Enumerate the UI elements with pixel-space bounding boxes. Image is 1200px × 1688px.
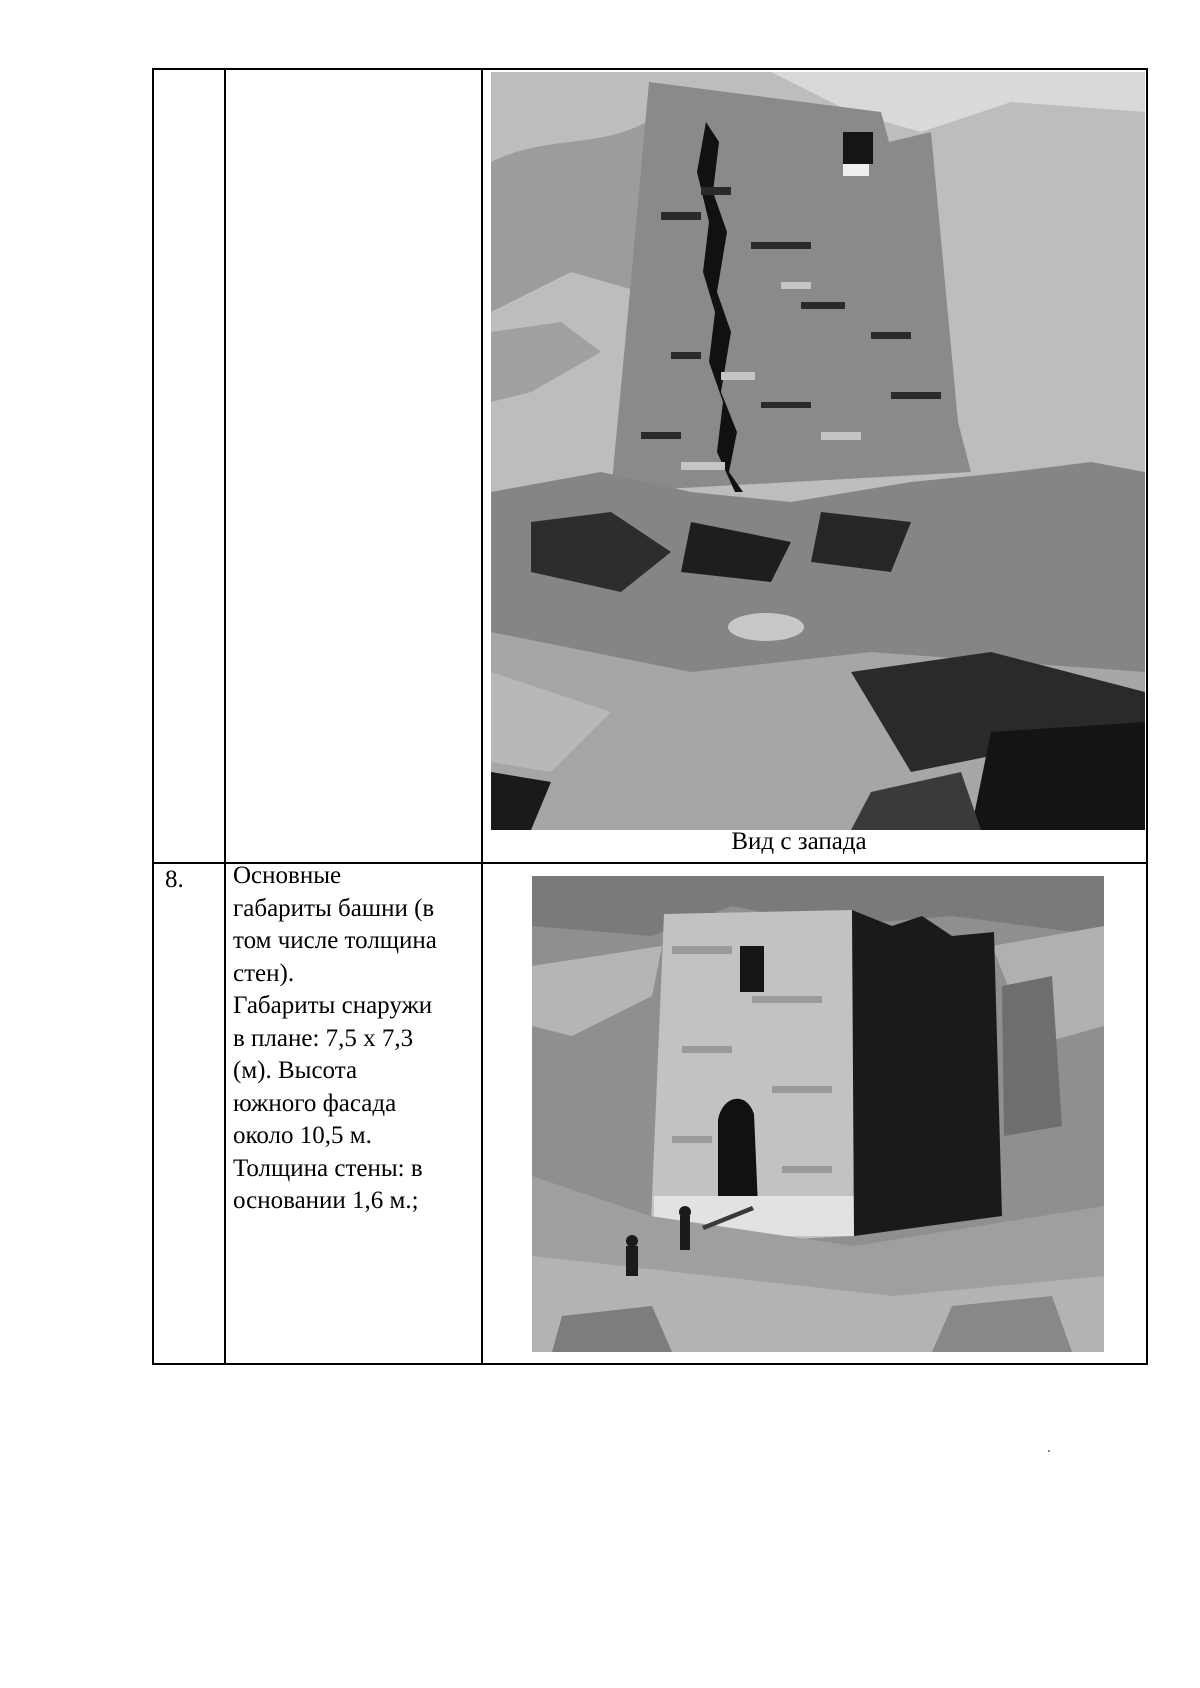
description-line: стен). (233, 959, 295, 987)
description-line: Основные (233, 862, 342, 889)
table-border-left (152, 68, 154, 1365)
description-line: (м). Высота (233, 1057, 358, 1084)
description-line: около 10,5 м. (233, 1122, 372, 1149)
column-divider-1 (224, 68, 226, 1365)
description-line: Толщина стены: в (233, 1154, 423, 1182)
description-line: основании 1,6 м.; (233, 1187, 419, 1214)
description-line: в плане: 7,5 х 7,3 (233, 1024, 414, 1052)
description-line: Габариты снаружи (233, 992, 433, 1019)
table-border-bottom (152, 1363, 1148, 1365)
photo-caption-west: Вид с запада (731, 828, 867, 855)
table-border-top (152, 68, 1148, 70)
description-line: южного фасада (233, 1089, 397, 1117)
description-line: том числе толщина (233, 927, 437, 954)
row-number: 8. (165, 866, 184, 893)
tower-photo-south (532, 876, 1104, 1352)
tower-photo-west (491, 72, 1145, 830)
tower-dimensions-description (233, 860, 473, 1218)
column-divider-2 (481, 68, 483, 1365)
scan-speck (1048, 1450, 1050, 1452)
description-line: габариты башни (в (233, 894, 435, 922)
table-border-right (1146, 68, 1148, 1365)
